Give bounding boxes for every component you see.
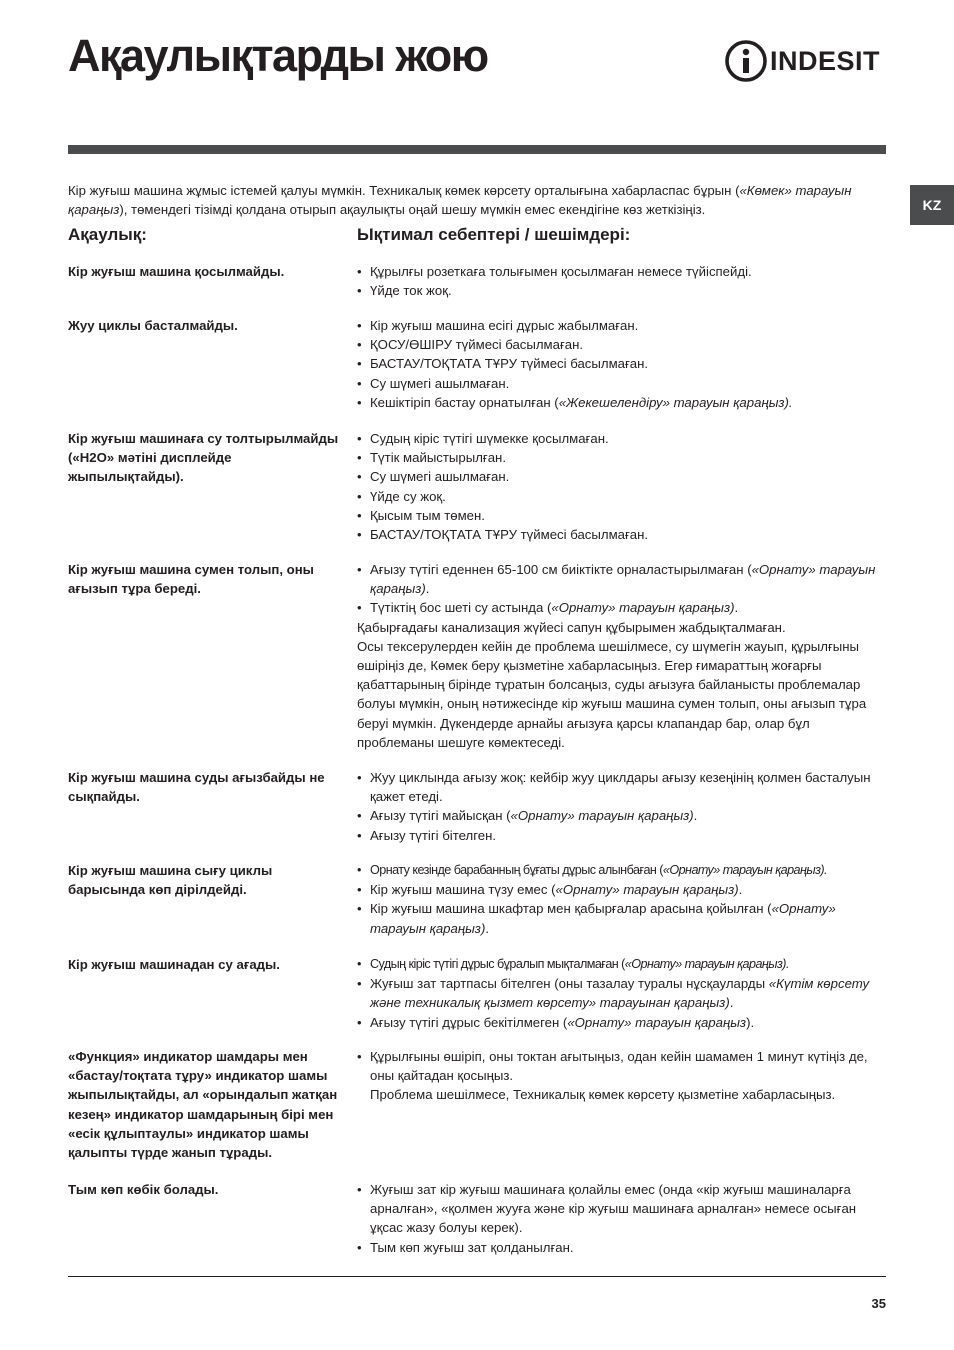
cause-text: БАСТАУ/ТОҚТАТА ТҰРУ түймесі басылмаған.: [370, 527, 649, 543]
cause-text: Судың кіріс түтігі шүмекке қосылмаған.: [370, 431, 609, 446]
cause-item: [357, 281, 887, 300]
problem-text: Кір жуғыш машина қосылмайды.: [68, 264, 285, 279]
cause-item: [357, 1238, 887, 1257]
cause-item: [357, 506, 887, 525]
cause-item: [357, 1180, 887, 1238]
cause-list: [357, 262, 887, 300]
cause-item: [357, 354, 887, 373]
cause-reference: «Орнату» тарауын қараңыз): [555, 882, 739, 898]
cause-text: Кір жуғыш машина шкафтар мен қабырғалар арасына қойылған (: [370, 901, 772, 917]
cause-reference: «Орнату» тарауын қараңыз).: [662, 863, 827, 877]
cause-list: [357, 861, 887, 938]
cause-item: [357, 262, 887, 281]
cause-text-end: .: [425, 581, 430, 597]
cause-text: Тым көп жуғыш зат қолданылған.: [370, 1239, 574, 1255]
cause-item: [357, 448, 887, 467]
cause-item: [357, 618, 887, 637]
footer-divider: [68, 1276, 886, 1277]
cause-item: [357, 768, 887, 806]
cause-text: Кір жуғыш машина түзу емес (: [370, 882, 556, 898]
cause-text: Кешіктіріп бастау орнатылған (: [370, 394, 559, 410]
cause-text: Орнату кезінде барабанның бұғаты дұрыс алынбаған (: [370, 863, 663, 877]
cause-reference: «Орнату» тарауын қараңыз): [551, 600, 735, 616]
problem-text: Тым көп көбік болады.: [68, 1182, 219, 1197]
cause-text: Жуғыш зат тартпасы бітелген (оны тазалау туралы нұсқауларды: [370, 976, 769, 992]
cause-text: Кір жуғыш машина есігі дұрыс жабылмаған.: [370, 318, 639, 333]
cause-text: БАСТАУ/ТОҚТАТА ТҰРУ түймесі басылмаған.: [370, 356, 649, 372]
cause-text: Түтіктің бос шеті су астында (: [370, 600, 552, 616]
cause-list: [357, 1180, 887, 1257]
problem-text: Кір жуғыш машина суды ағызбайды не сықпайды.: [68, 770, 325, 805]
cause-list: [357, 560, 887, 752]
cause-text: Қабырғадағы канализация жүйесі сапун құбырымен жабдықталмаған.: [357, 619, 786, 635]
cause-text: Жуу циклында ағызу жоқ: кейбір жуу циклдары ағызу кезеңінің қолмен басталуын қажет етеді.: [370, 770, 871, 805]
cause-item: [357, 467, 887, 486]
cause-list: [357, 1047, 887, 1105]
cause-text: Ағызу түтігі дұрыс бекітілмеген (: [370, 1014, 568, 1030]
indesit-i-icon: [724, 39, 768, 83]
cause-text: Үйде ток жоқ.: [370, 283, 452, 299]
cause-text: Жуғыш зат кір жуғыш машинаға қолайлы емес (онда «кір жуғыш машиналарға арналған», «қолмен жууға және кір жуғыш машинаға арналған» немесе осыған ұқсас жазу болуы керек).: [370, 1182, 857, 1236]
cause-item: [357, 598, 887, 617]
language-tab: KZ: [910, 185, 954, 225]
cause-text-end: .: [693, 808, 698, 824]
cause-text: Ағызу түтігі бітелген.: [370, 827, 497, 843]
cause-item: [357, 393, 887, 412]
page-title: Ақаулықтарды жою: [68, 30, 488, 81]
cause-item: [357, 374, 887, 393]
cause-item: [357, 826, 887, 845]
indesit-logo: [724, 38, 888, 84]
problem-text: «Функция» индикатор шамдары мен «бастау/тоқтата тұру» индикатор шамы жыпылықтайды, ал «орындалып жатқан кезең» индикатор шамдарының бірі мен «есік құлыптаулы» индикатор шамы қалыпты түрде жанып тұрады.: [68, 1049, 338, 1161]
cause-text-end: .: [729, 995, 734, 1011]
cause-text-end: .: [734, 600, 739, 616]
cause-item: [357, 487, 887, 506]
cause-text: Қысым тым төмен.: [370, 507, 485, 523]
cause-item: [357, 316, 887, 335]
problem-text: Кір жуғыш машина сумен толып, оны ағызып тұра береді.: [68, 562, 314, 597]
cause-item: [357, 955, 887, 974]
cause-text-end: ).: [746, 1014, 755, 1030]
cause-item: [357, 880, 887, 899]
brand-name: INDESIT: [770, 45, 881, 76]
column-header-causes: Ықтимал себептері / шешімдері:: [357, 225, 631, 244]
cause-list: [357, 768, 887, 845]
cause-text-end: .: [485, 920, 490, 936]
cause-text: Құрылғы розеткаға толығымен қосылмаған немесе түйіспейді.: [370, 264, 752, 279]
cause-text: Судың кіріс түтігі дұрыс бұралып мықталмаған (: [370, 957, 625, 971]
cause-text: Ағызу түтігі еденнен 65-100 см биіктікте орналастырылмаған (: [370, 562, 752, 577]
cause-reference: «Күтім көрсету және техникалық қызмет көрсету» тарауынан қараңыз): [370, 976, 870, 1011]
cause-list: [357, 955, 887, 1032]
problem-text: Кір жуғыш машина сығу циклы барысында көп дірілдейді.: [68, 863, 273, 898]
cause-reference: «Орнату» тарауын қараңыз): [370, 562, 876, 597]
cause-item: [357, 861, 887, 880]
cause-reference: «Орнату» тарауын қараңыз: [567, 1014, 747, 1030]
cause-text: Осы тексерулерден кейін де проблема шешілмесе, су шүмегін жауып, құрылғыны өшіріңіз де, Көмек беру қызметіне хабарласыңыз. Егер ғимараттың жоғарғы қабаттарының бірінде тұратын болсаңыз, суды ағызуға байланысты проблемалар болуы мүмкін, оның нәтижесінде кір жуғыш машина сумен толып, оны ағызып тұра беруі мүмкін. Дүкендерде арнайы ағызуға қарсы клапандар бар, олар бұл проблеманы шешуге көмектеседі.: [357, 638, 867, 750]
cause-item: [357, 637, 887, 752]
cause-text: Түтік майыстырылған.: [370, 450, 507, 466]
cause-reference: «Орнату» тарауын қараңыз): [510, 808, 694, 824]
cause-text: Құрылғыны өшіріп, оны токтан ағытыңыз, одан кейін шамамен 1 минут күтіңіз де, оны қайтадан қосыңыз.: [370, 1049, 868, 1084]
intro-text: Кір жуғыш машина жұмыс істемей қалуы мүмкін. Техникалық көмек көрсету орталығына хабарласпас бұрын (: [68, 183, 740, 198]
cause-item: [357, 806, 887, 825]
cause-item: [357, 335, 887, 354]
cause-text: Су шүмегі ашылмаған.: [370, 469, 510, 485]
intro-reference: «Көмек» тарауын қараңыз: [68, 183, 852, 217]
header-divider-bar: [68, 145, 886, 154]
cause-text: Үйде су жоқ.: [370, 488, 446, 504]
cause-text-end: .: [738, 882, 743, 898]
cause-list: [357, 429, 887, 544]
cause-reference: «Орнату» тарауын қараңыз): [370, 901, 836, 936]
cause-text: Ағызу түтігі майысқан (: [370, 808, 511, 824]
cause-list: [357, 316, 887, 412]
problem-text: Кір жуғыш машинаға су толтырылмайды («H2O» мәтіні дисплейде жыпылықтайды).: [68, 431, 339, 485]
page-number: 35: [871, 1296, 886, 1311]
cause-item: [357, 1013, 887, 1032]
cause-item: [357, 974, 887, 1012]
cause-item: [357, 560, 887, 598]
cause-reference: «Орнату» тарауын қараңыз).: [624, 957, 789, 971]
problem-text: Жуу циклы басталмайды.: [68, 318, 238, 333]
cause-text: ҚОСУ/ӨШІРУ түймесі басылмаған.: [370, 337, 584, 353]
cause-item: [357, 525, 887, 544]
cause-text: Су шүмегі ашылмаған.: [370, 375, 510, 391]
cause-item: [357, 1085, 887, 1104]
cause-item: [357, 1047, 887, 1085]
cause-item: [357, 429, 887, 448]
column-header-problem: Ақаулық:: [68, 225, 147, 244]
intro-text-end: ), төмендегі тізімді қолдана отырып ақаулықты оңай шешу мүмкін емес екендігіне көз жеткізіңіз.: [119, 202, 706, 217]
intro-paragraph: [68, 181, 880, 219]
problem-text: Кір жуғыш машинадан су ағады.: [68, 957, 280, 972]
cause-text: Проблема шешілмесе, Техникалық көмек көрсету қызметіне хабарласыңыз.: [370, 1087, 836, 1103]
cause-item: [357, 899, 887, 937]
cause-reference: «Жекешелендіру» тарауын қараңыз).: [558, 394, 793, 410]
